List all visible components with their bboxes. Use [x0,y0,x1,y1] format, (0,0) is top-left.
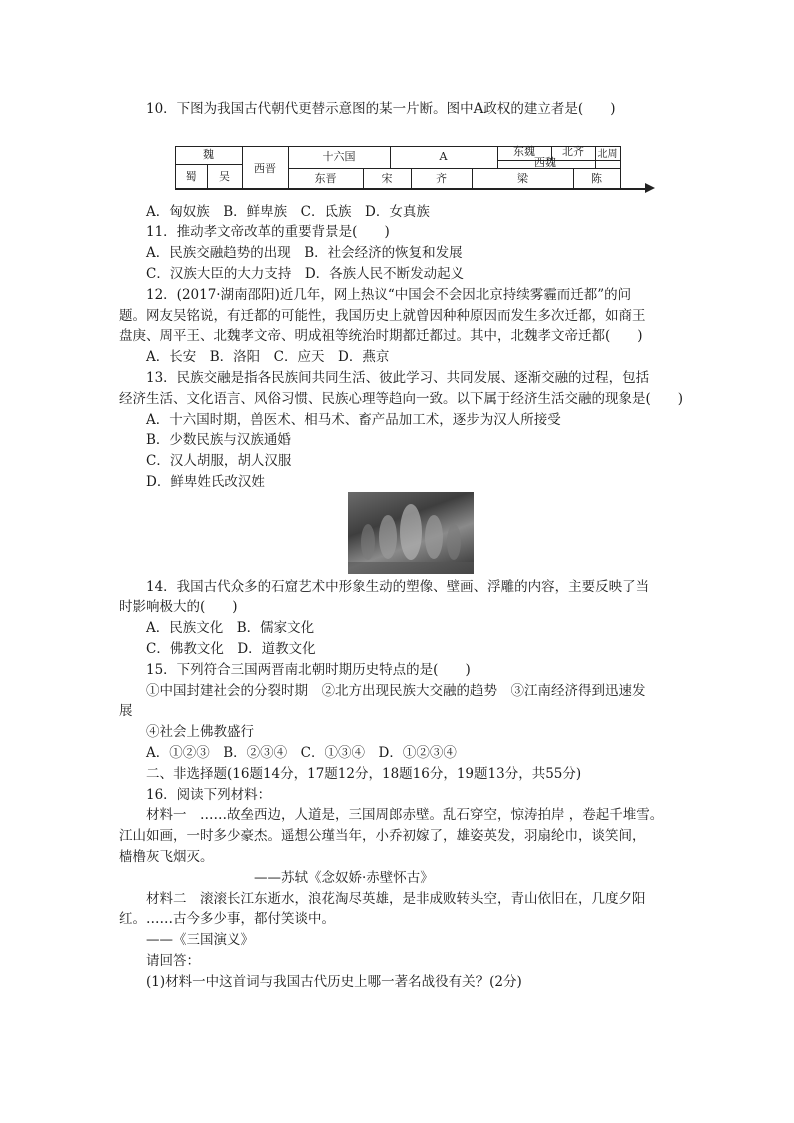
q16-material-1-line-2: 江山如画，一时多少豪杰。遥想公瑾当年，小乔初嫁了，雄姿英发，羽扇纶巾，谈笑间， [119,828,646,844]
q14-options-1: A．民族文化 B．儒家文化 [146,620,315,636]
q13-option-a: A．十六国时期，兽医术、相马术、畜产品加工术，逐步为汉人所接受 [146,412,561,428]
q14-line-1: 14．我国古代众多的石窟艺术中形象生动的塑像、壁画、浮雕的内容，主要反映了当 [146,579,650,595]
q11-options-1: A．民族交融趋势的出现 B．社会经济的恢复和发展 [146,245,463,261]
q16-material-2-line-1: 材料二 滚滚长江东逝水，浪花淘尽英雄，是非成败转头空，青山依旧在，几度夕阳 [146,891,646,907]
tl-shiliuguo: 十六国 [322,150,356,163]
section-2-heading: 二、非选择题(16题14分，17题12分，18题16分，19题13分，共55分) [146,766,582,782]
tl-chen: 陈 [591,172,602,185]
q16-sub-question-1: (1)材料一中这首词与我国古代历史上哪一著名战役有关？(2分) [146,974,522,990]
q16-material-1-line-3: 樯橹灰飞烟灭。 [119,849,214,865]
tl-wu: 吴 [219,170,230,183]
dynasty-timeline [175,146,655,190]
q12-options: A．长安 B．洛阳 C．应天 D．燕京 [146,349,390,365]
tl-xiwei: 西魏 [534,156,556,169]
tl-wei: 魏 [203,148,214,161]
tl-beizhou: 北周 [597,149,618,160]
tl-song: 宋 [381,172,393,185]
q13-option-b: B．少数民族与汉族通婚 [146,432,291,448]
q13-option-c: C．汉人胡服，胡人汉服 [146,453,292,469]
q13-line-1: 13．民族交融是指各民族间共同生活、彼此学习、共同发展、逐渐交融的过程，包括 [146,370,650,386]
q16-material-2-line-2: 红。……古今多少事，都付笑谈中。 [119,911,335,927]
q10-options: A．匈奴族 B．鲜卑族 C．氐族 D．女真族 [146,204,430,220]
tl-dongwei: 东魏 [513,145,535,158]
tl-liang: 梁 [517,172,528,185]
q11-options-2: C．汉族大臣的大力支持 D．各族人民不断发动起义 [146,266,465,282]
q14-options-2: C．佛教文化 D．道教文化 [146,641,316,657]
q15-line-1: ①中国封建社会的分裂时期 ②北方出现民族大交融的趋势 ③江南经济得到迅速发 [146,683,646,699]
q15-stem: 15．下列符合三国两晋南北朝时期历史特点的是( ) [146,662,471,678]
tl-xijin: 西晋 [254,162,276,175]
tl-a: A [439,150,448,163]
q14-line-2: 时影响极大的( ) [119,599,238,615]
q12-line-3: 盘庚、周平王、北魏孝文帝、明成祖等统治时期都迁都过。其中，北魏孝文帝迁都( ) [119,328,643,344]
q13-option-d: D．鲜卑姓氏改汉姓 [146,474,265,490]
q16-material-1-source: ——苏轼《念奴娇·赤壁怀古》 [254,870,434,886]
q12-line-1: 12．(2017·湖南邵阳)近几年，网上热议“中国会不会因北京持续雾霾而迁都”的问 [146,287,632,303]
q16-ask: 请回答： [146,953,200,969]
q12-line-2: 题。网友吴铭说，有迁都的可能性，我国历史上就曾因种种原因而发生多次迁都，如商王 [119,308,646,324]
tl-dongjin: 东晋 [314,172,337,185]
q11-stem: 11．推动孝文帝改革的重要背景是( ) [146,224,390,240]
q10-stem: 10．下图为我国古代朝代更替示意图的某一片断。图中A政权的建立者是( ) [146,101,616,117]
q15-options: A．①②③ B．②③④ C．①③④ D．①②③④ [146,745,457,761]
q15-line-2: 展 [119,703,133,719]
q16-material-2-source: ——《三国演义》 [146,932,254,948]
q16-material-1-line-1: 材料一 ……故垒西边，人道是，三国周郎赤壁。乱石穿空，惊涛拍岸 ，卷起千堆雪。 [146,807,664,823]
q15-line-3: ④社会上佛教盛行 [146,724,254,740]
tl-shu: 蜀 [185,170,197,183]
grotto-photo [348,492,474,574]
q13-line-2: 经济生活、文化语言、风俗习惯、民族心理等趋向一致。以下属于经济生活交融的现象是( ) [119,391,684,407]
tl-qi: 齐 [436,172,447,185]
tl-beiqi: 北齐 [562,145,584,158]
q16-stem: 16．阅读下列材料： [146,787,272,803]
